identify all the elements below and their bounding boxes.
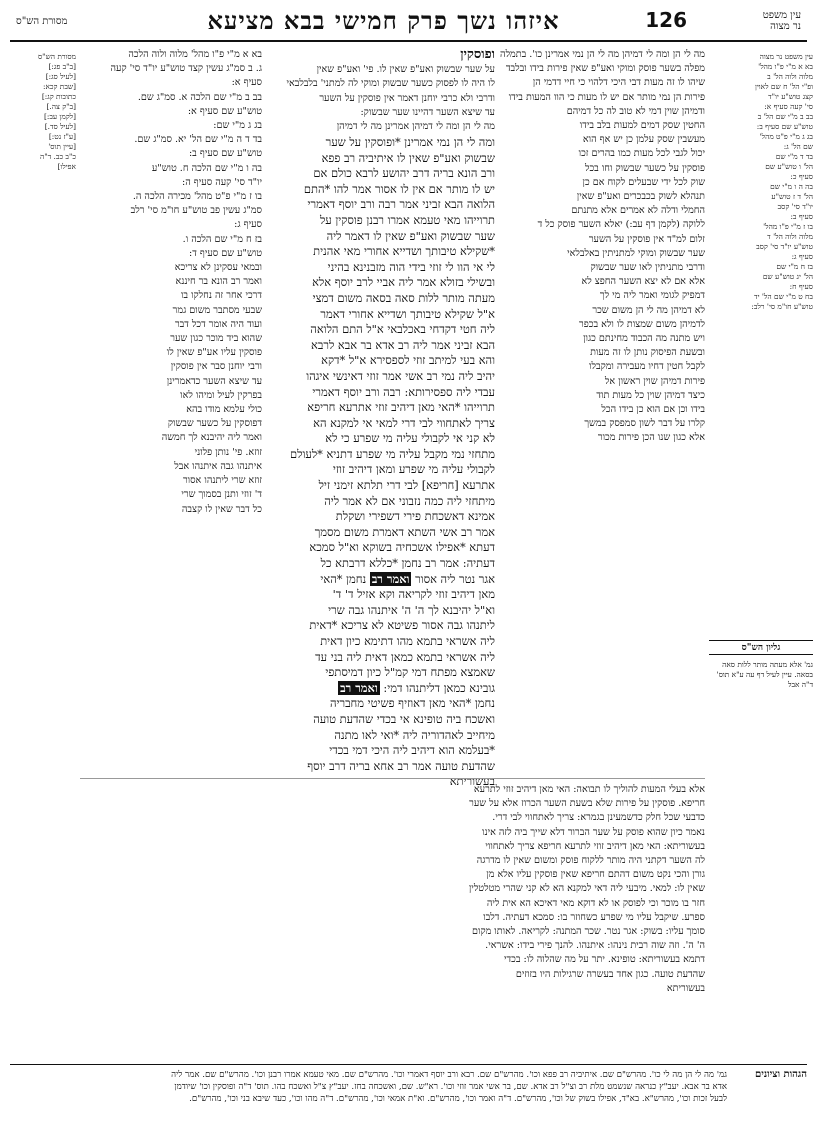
tosafot-line: בא א מ"י פ"ו מהל' מלוה ולוה הלכה: [128, 49, 262, 60]
tosafot-line: בג ג מ"י שם:: [213, 120, 262, 132]
tosafot-line: בד ד ה מ"י שם הל' יא. סמ"ג שם.: [134, 134, 262, 146]
ein-mishpat-line: קצג טוש"ע יו"ד: [768, 92, 813, 101]
tosafot-line: סמ"ג עשין פב טוש"ע חו"מ סי' רלב: [130, 205, 262, 217]
rashi-line: ודרבי מתניתין לאו שער שבשוק: [590, 262, 705, 274]
ein-mishpat-line: טוש"ע יו"ד סי' קסב: [756, 242, 813, 251]
rashi-line: מפלה בשער פוסק ומוקי ואע"פ שאין פירות בידו ובלבד: [505, 63, 705, 75]
masoret-hashas-label: מסורת הש"ס: [16, 16, 68, 27]
tosafot-line: טוש"ע שם סעיף ב:: [188, 148, 262, 160]
gemara-line: ורב הונא בריה דרב יהושע לרבא כולם אם: [313, 166, 495, 181]
gemara-top-line: מה לי הן ומה לי דמיהן אמרינן מה לי דמיהן: [336, 121, 495, 133]
gemara-line: ליתנהו גבה אסור פשיטא לא צריכא *דאית: [309, 618, 495, 633]
gemara-line: לי אי הוו לי זוזי בידי הוה מזבנינא בהיני: [327, 259, 495, 274]
gemara-line: *בעלמא הוא דיהיב ליה היכי דמי בכדי: [329, 743, 495, 758]
gemara-line: ואשכח ביה טופינא אי בכדי שהדעת טועה: [313, 711, 495, 726]
masoret-hashas-line: [שבת קכא:: [42, 82, 76, 91]
hagahot-label: הגהות וציונים: [754, 1069, 807, 1080]
gilyon-hashas-title: גליון הש"ס: [709, 640, 813, 655]
ein-mishpat-line: מלוה ולוה הל' ד: [767, 232, 813, 241]
bottom-commentary-line: שאין לו: למאי. מיבעי ליה דאי למקנא הא לא קני שהרי מטלטלין: [468, 883, 705, 895]
masoret-hashas-line: [עיין תוס': [48, 142, 76, 151]
masoret-hashas-line: מסורת הש"ס: [37, 52, 76, 61]
ein-mishpat-line: בו ז מ"י פ"ו מהל': [763, 222, 813, 231]
bottom-commentary: [80, 778, 705, 1063]
gemara-line: תרוייהו *האי מאן דיהיב זוזי אתרעא חריפא: [307, 400, 495, 415]
tosafot-column: [77, 48, 262, 773]
rashi-line: לדמיהן משום שמצות לו ולא בכפר: [579, 318, 705, 330]
page-number: 126: [645, 8, 687, 32]
rashi-line: יכול לגבי לכל מעות כמו בהרים זכו: [578, 148, 705, 160]
tosafot-line: ג. ב סמ"ג עשין קצד טוש"ע יו"ד סי' קעה: [110, 63, 262, 75]
rashi-column: [500, 48, 705, 773]
masoret-hashas-line: [לעיל סד.]: [44, 122, 76, 131]
bottom-commentary-line: בעשוריתא: [666, 982, 705, 994]
rashi-line: שוק לכל ידי שבעלים לקוח אם כן: [582, 176, 705, 188]
tosafot-line: בו ז מ"י פ"ט מהל' מכירה הלכה ה.: [132, 191, 262, 203]
gemara-line: תרוייהו מאי טעמא אמרו רבנן פוסקין על: [319, 212, 495, 227]
tosafot-line: ועוד היה אומר דכל דבר: [174, 318, 262, 330]
masoret-hashas-line: [ב"ק צה.]: [46, 102, 76, 111]
ein-mishpat-line: סעיף ח:: [789, 282, 813, 291]
gemara-line: מאן דיהיב זוזי לקריאה וקא אזיל ד' ד': [332, 587, 495, 602]
hagahot-line: אדא בר אבא. יעב"ץ כנראה שנשמט מלת רב וצ"ל רב אדא. שם, בר אשי אמר זוזי וכו'. רא"ש. שם, ואשכחה בחז. יעב"ץ צ"ל ואשכח בהו. תוס' ד"ה ופוסקין וכו' שיודמן: [174, 1082, 727, 1092]
gemara-line: וא"ל יהיבנא לך ה' ה' איתנהו גבה שרי: [328, 602, 495, 617]
ein-mishpat-label: [763, 10, 801, 32]
tosafot-line: דפוסקין על כשער שבשוק: [167, 418, 262, 430]
gemara-line: אמינא דאשכחת פירי דשפירי ושקלת: [335, 509, 495, 524]
rashi-line: פירות דמיהן שוין ראשון אל: [604, 375, 705, 387]
gemara-line: *שקילא טיבותך ושדייא אחורי מאי אהנית: [313, 244, 495, 259]
tosafot-line: עד שיצא השער כדאמרינן: [166, 375, 262, 387]
tosafot-line: סעיף ג:: [234, 219, 262, 231]
masoret-hashas-gutter: [4, 52, 76, 872]
ein-mishpat-line: שם הל' ג:: [783, 142, 813, 151]
gemara-top-line: על שער שבשוק ואע"פ שאין לו. פי' ואע"פ שאין: [316, 64, 495, 76]
ein-mishpat-line: ופ"י הל' ח שם לאוין: [754, 82, 813, 91]
gemara-line: הבא זביני אמר ליה רב אדא בר אבא לרבא: [311, 337, 495, 352]
gemara-line: אמר רב אשי השתא דאמרת משום מסמך: [314, 524, 495, 539]
rashi-line: ויש מתנה מה הכבוד מחינתם כגון: [583, 333, 705, 345]
rashi-line: החמלי ודלה לא אמרים אלא מתנתם: [571, 205, 705, 217]
rashi-line: בידו וכן אם הוא כן בידו הכל: [601, 404, 705, 416]
gemara-line: מיתחזי ליה כמה נזבוני אם לא אמר ליה: [324, 493, 495, 508]
bottom-commentary-line: סומך עליו: בשוק: אגר נטר. שכר המתנה: לקריאה. לאותו מקום: [472, 926, 705, 938]
rashi-line: פירות הן נמי מותר אם יש לו מעות כי הוו המעות בידו: [508, 91, 705, 103]
tosafot-line: ורבי יוחנן סבר אין פוסקין: [170, 361, 262, 373]
ein-mishpat-gutter: [709, 52, 813, 727]
bottom-commentary-line: גורן והכי נקט משום דהתם חריפא שאין פוסקין עליו אלא מן: [486, 869, 705, 881]
tosafot-line: שהוא ביד מוכר כגון שער: [170, 333, 262, 345]
gemara-line: הלואה הבא זביני אמר רבה ורב יוסף דאמרי: [307, 197, 495, 212]
ein-mishpat-line: סי' קעה סעיף א:: [764, 102, 813, 111]
bottom-commentary-line: חריפא. פוסקין על פירות שלא בשעת השער הכרוז אלא על שער: [469, 798, 705, 810]
masoret-hashas-line: [ע"ז נט:]: [48, 132, 76, 141]
gemara-top-lines: [280, 63, 495, 134]
bottom-commentary-line: לה השער דקתני היה מותר ללקוח פוסק ומשום שאין לו מדרגה: [476, 855, 705, 867]
rashi-line: החטין שסק דמים למעות בלב בידו: [579, 120, 705, 132]
tosafot-line: שבעי מסתבר משום גמר: [172, 304, 262, 316]
tosafot-line: ואמר רב הונא בר חיננא: [175, 276, 262, 288]
rashi-line: אלא כגון שנו הכן פירות מכור: [597, 432, 705, 444]
gemara-line: צריך לאתחווי לבי דרי למאי אי למקנא הא: [313, 415, 495, 430]
gemara-line: ובשילי בזולא אמר ליה אביי לרב יוסף אלא: [312, 275, 495, 290]
rashi-line: מעשבין שסק עלמן כן יש אף הוא: [582, 134, 705, 146]
tosafot-line: בז ח מ"י שם הלכה ו.: [182, 233, 262, 245]
gemara-line: לקבולי עליה מי שפרע ומאן דיהיב זוזי: [332, 462, 495, 477]
rashi-line: פוסקין על כשער שבשוק וחו בכל: [584, 162, 705, 174]
gemara-top-line: ודרבי ולא כרבי יוחנן דאמר אין פוסקין על השער: [319, 92, 495, 104]
highlighted-phrase: ואמר רב: [371, 571, 410, 586]
tosafot-line: בה ו מ"י שם הלכה ח. טוש"ע: [151, 162, 262, 174]
gemara-column: [280, 135, 495, 789]
tosafot-line: ואמר ליה יהיבנא לך חמשה: [161, 432, 262, 444]
hagahot-line: גמ' מה לי הן מה לי כו'. מהרש"ם שם. איתיביה רב פפא וכו'. מהרש"ם שם. רבא ורב יוסף דאמרי וכו'. מהרש"ם שם. מאי טעמא אמרו רבנן וכו'. מהרש"ם שם. אמר ליה: [171, 1070, 727, 1080]
ein-mishpat-line: הל' ו טוש"ע שם: [765, 162, 813, 171]
gemara-line: ומה לי הן נמי אמרינן *ופוסקין על שער: [325, 135, 495, 149]
ein-mishpat-line: הל' יג טוש"ע שם: [762, 272, 813, 281]
ein-mishpat-line: סעיף ג:: [791, 252, 813, 261]
tosafot-line: ד' זוזי ותנן בסמוך שרי: [181, 489, 262, 501]
gemara-top-line: עד שיצא השער דהיינו שער שבשוק:: [360, 106, 495, 118]
ein-mishpat-line: בז ח מ"י שם: [776, 262, 813, 271]
tosafot-line: טוש"ע שם סעיף א:: [187, 105, 262, 117]
gemara-line: שער שבשוק ואע"פ שאין לו דאמר ליה: [326, 228, 495, 243]
gemara-line: עבדי ליה ספסירותא: רבה ורב יוסף דאמרי: [312, 384, 495, 399]
ein-mishpat-line: בד ד מ"י שם: [775, 152, 813, 161]
bottom-commentary-line: ספרע. שיקבל עליו מי שפרע כשחוזר בו: סמכא דעתיה. דלבו: [483, 911, 705, 923]
tosafot-line: טוש"ע שם סעיף ד:: [188, 247, 262, 259]
ein-mishpat-line: יו"ד סי' קסב: [777, 202, 813, 211]
rashi-line: לקבל חטין דחיו מעבירה ומקבלו: [589, 361, 705, 373]
rashi-line: לא דמיהן מה לי הן משום שכר: [592, 304, 705, 316]
gemara-line: מיחייב לאהדוריה ליה *ואי לאו מתנה: [334, 727, 495, 742]
gemara-line: לא קני אי לקבולי עליה מי שפרע כי לא: [325, 431, 495, 446]
gilyon-hashas-text: גמ' אלא מעתה מותר ללות סאה בסאה. עיין לעיל דף עה ע"א תוס' ד"ה אבל: [716, 660, 813, 689]
gemara-line: א"ל שקילא טיבותך ושדייא אחורי דאמר: [320, 306, 495, 321]
tosafot-line: סעיף א:: [231, 77, 262, 89]
masoret-hashas-line: [ב"ב פג:]: [48, 62, 76, 71]
rashi-line: שיהו לו זה מעות דבי היכי דלהוי כי חיי דדמי הן: [532, 77, 705, 89]
bottom-commentary-line: דתמא בעשוריתא: טופינא. יתר על מה שהלוה לו: בכדי: [504, 954, 705, 966]
tosafot-line: זוזא. פי' נותן פלוני: [194, 446, 262, 458]
gemara-line: יש לו מותר אם אין לו אסור אמר להו *התם: [303, 181, 495, 196]
bottom-commentary-line: שהדעת טועה. כגון אחד בעשרה שרגילות היו בזוזים: [515, 968, 705, 980]
tosafot-line: פוסקין עליו אע"פ שאין לו: [166, 347, 262, 359]
gemara-line: דעתא *אפילו אשכחיה בשוקא וא"ל סמכא: [309, 540, 495, 555]
hagahot-footer: [10, 1064, 807, 1127]
gemara-line: ליה חטי דקדחי באכלבאי א"ל התם הלואה: [310, 322, 495, 337]
tosafot-line: יו"ד סי' קעה סעיף ה:: [181, 176, 262, 188]
gemara-line: והא בעי למיתב זוזי לספסירא א"ל *דקא: [321, 353, 495, 368]
gemara-top-line: לו היה לו לפסוק כשער שבשוק ומוקי לה למתני' בלבלבאי: [286, 78, 495, 90]
gemara-line: בעשוריתא: [449, 774, 495, 789]
gemara-line: מתחזי נמי מקבל עליה מי שפרע דתניא *לעולם: [290, 446, 495, 461]
ein-mishpat-line: בא א מ"י פ"ו מהל': [758, 62, 813, 71]
bottom-commentary-line: נאמר כיון שהוא פוסק על שער הברור דלא שייך ביה לזה אינו: [482, 826, 705, 838]
gemara-line: שהדעת טועה אמר רב אחא בריה דרב יוסף: [307, 758, 495, 773]
ein-mishpat-line: טוש"ע חו"מ סי' רלב:: [751, 302, 813, 311]
opening-word: ופוסקין: [460, 47, 495, 62]
tosafot-line: דרכי אחר זה נחלקו בו: [180, 290, 262, 302]
page-title: איזהו נשך פרק חמישי בבא מציעא: [207, 6, 560, 35]
tosafot-line: ובמאי עסקינן לא צריכא: [174, 262, 262, 274]
ein-mishpat-line: טוש"ע שם סעיף ב:: [756, 122, 813, 131]
rashi-line: כיצד דמיהן שוין כל מעות תוד: [596, 389, 705, 401]
bottom-commentary-line: אלא בעלי המעות להוליך לו תבואה: האי מאן דיהיב זוזי לתרעא: [473, 784, 705, 795]
masoret-hashas-line: אפילו]: [57, 162, 76, 171]
gemara-line: נחמן *האי מאן דאוזיף פשיטי מחבריה: [329, 696, 495, 711]
rashi-line: מה לי הן ומה לי דמיהן מה לי הן נמי אמרינן כו'. בתמלה: [500, 49, 705, 60]
rashi-line: שער שבשוק ומוקי למתניתין באלבלאי: [567, 247, 705, 259]
ein-mishpat-line: בה ה ו מ"י שם: [770, 182, 813, 191]
ein-mishpat-line: בג ג מ"י פ"ט מהל': [759, 132, 813, 141]
highlighted-phrase: ואמר רב: [340, 680, 378, 695]
tosafot-line: בב ב מ"י שם הלכה א. סמ"ג שם.: [137, 91, 262, 103]
gemara-line: יהיב ליה נמי רב אשי אמר זוזי דאינשי איגהו: [306, 368, 495, 383]
tosafot-line: בפרקין לעיל ומיהו לאו: [180, 389, 262, 401]
gemara-line: גובינא כמאן דליתנהו דמי: ואמר רב: [340, 680, 495, 695]
gemara-line: אתרעא [חריפא] לבי דרי תלתא זימני זיל: [318, 478, 495, 493]
tosafot-line: איתנהו גבה איתנהו אבל: [174, 460, 262, 472]
gemara-line: מעתה מותר ללות סאה בסאה משום דמצי: [312, 290, 495, 305]
masoret-hashas-line: [לעיל סג:]: [45, 72, 76, 81]
ein-mishpat-line: סעיף ב:: [790, 212, 813, 221]
gemara-line: אגר נטר ליה אסור ואמר רב נחמן *האי: [320, 571, 495, 586]
bottom-commentary-line: בעשוריתא: האי מאן דיהיב זוזי לתרעא חריפא צריך לאתחווי: [485, 840, 705, 852]
gemara-line: שאמצא מפתח דמי קמ"ל כיון דמיסתפי: [325, 665, 495, 680]
rashi-line: דמפיק לגומי ואמר ליה מי לך: [599, 290, 705, 302]
gemara-line: דעתיה: אמר רב נחמן *כללא דרבתא כל: [320, 556, 495, 571]
tosafot-line: כל דבר שאין לו קצבה: [181, 503, 262, 515]
hagahot-line: לבעל זכות וכו', מהרש"א. בא"ד, אפילו בשוק של וכו', מהרש"ם. ד"ה ואמר וכו', מהרש"ם. וא"ת אמאי וכו', מהרש"ם. ד"ה מהו וכו', כעד שיבא בני וכו', מהרש"ם.: [189, 1094, 727, 1104]
rashi-line: ודמיהן שוין דמי לא טוב לה כל דמיהם: [566, 105, 705, 117]
ein-mishpat-line: הל' ד ז טוש"ע: [771, 192, 813, 201]
ein-mishpat-title: עין משפט: [762, 10, 801, 21]
gemara-line: ליה אשראי בתמא כמאן דאית ליה בני עד: [315, 649, 495, 664]
gemara-top: [280, 48, 495, 133]
rashi-line: אלא אם לא יצא השער החפצ לא: [581, 276, 705, 288]
rashi-line: תנהלא לשוק בכבכרים ואע"פ שאין: [576, 191, 705, 203]
bottom-commentary-line: ה' ה'. וזה שוה רבית נינהו: איתנהו. להנך פירי בידו: אשראי.: [485, 940, 705, 952]
masoret-hashas-line: כתובות קג:]: [41, 92, 76, 101]
bottom-commentary-line: חזר בו מוכר וכי לפוסק או לא דוקא מאי דאיכא הא אית ליה: [486, 897, 705, 909]
masoret-hashas-line: [לקמן עב:]: [43, 112, 76, 121]
rashi-line: קלרו על דבר לשון סמפסק במשך: [584, 418, 705, 430]
ner-mitzvah-title: נר מצוה: [770, 21, 801, 32]
rashi-line: ובשעת הפיסוק נותן לו זה מעות: [590, 347, 705, 359]
ein-mishpat-line: בח ט מ"י שם הל' יד: [754, 292, 813, 301]
masoret-hashas-line: כ"ב כב. ד"ה: [39, 152, 76, 161]
rashi-line: ללוקה (לקמן דף עב:) יאלא השער פוסק כל ד: [537, 219, 705, 231]
rashi-line: זלום למ"ד אין פוסקין על השער: [588, 233, 705, 245]
gemara-line: שבשוק ואע"פ שאין לו איתיביה רב פפא: [321, 150, 495, 165]
gemara-line: ליה אשראי בתמא מהו דתימא כיון דאית: [320, 634, 495, 648]
ein-mishpat-line: עין משפט נר מצוה: [759, 52, 813, 61]
page-header: [10, 6, 807, 42]
tosafot-line: כולי עלמא מודו בהא: [186, 404, 262, 416]
bottom-commentary-line: כדבעי שכל חלק כדשמעינן בגמרא: צריך לאתחווי לבי דרי.: [492, 812, 705, 824]
ein-mishpat-line: סעיף כ:: [790, 172, 813, 181]
hagahot-text: [10, 1069, 727, 1105]
tosafot-line: זוזא שרי ליתנהו אסור: [182, 475, 262, 487]
ein-mishpat-line: מלוה ולוה הל' ב: [767, 72, 813, 81]
ein-mishpat-line: בב ב מ"י שם הל' ב: [757, 112, 813, 121]
